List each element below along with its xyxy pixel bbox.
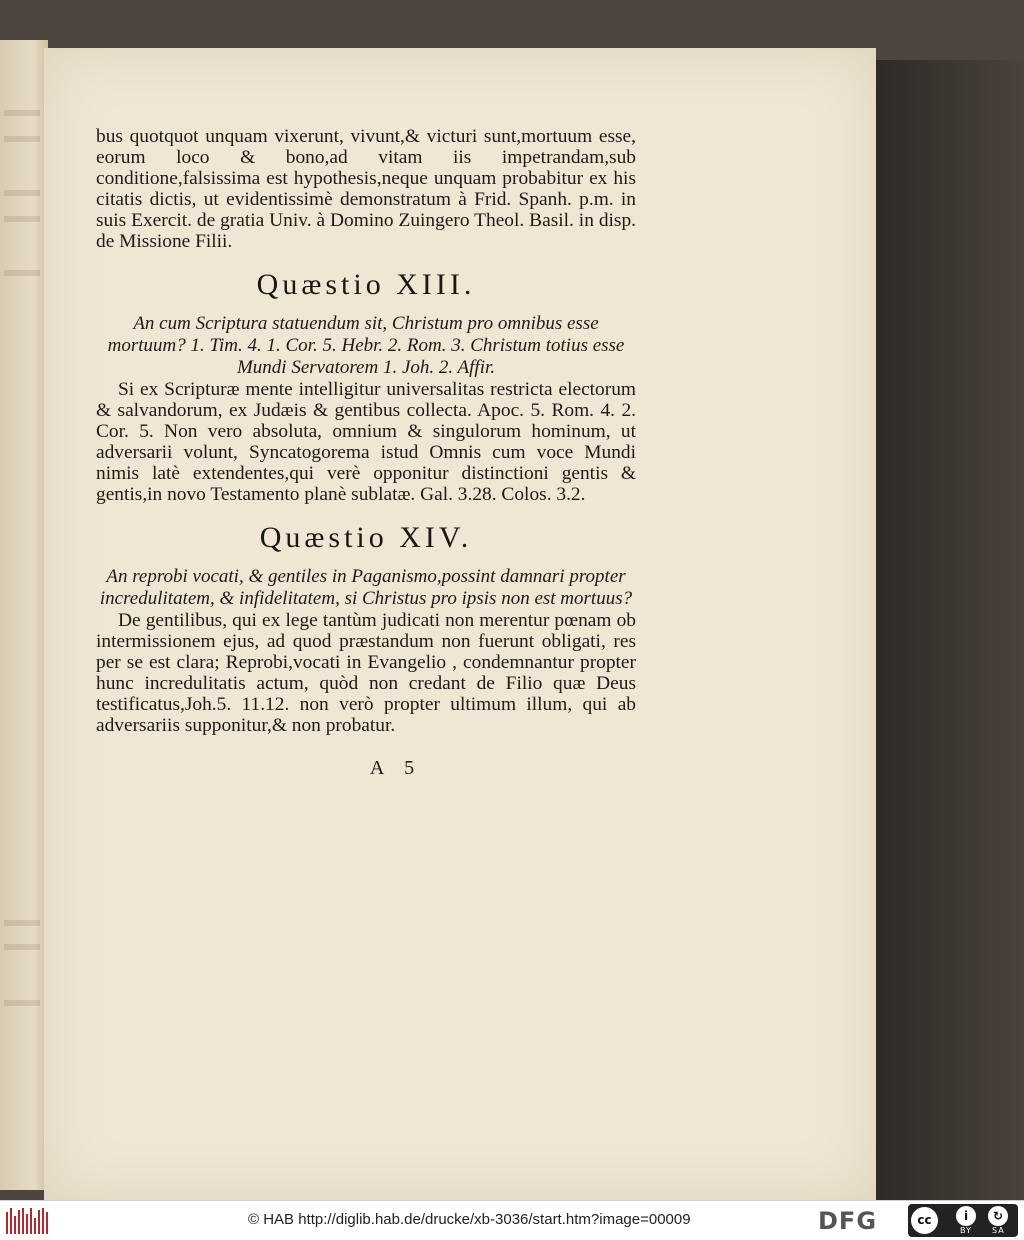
cc-by-label: BY [960,1226,972,1235]
question-14: An reprobi vocati, & gentiles in Paganismo,possint damnari propter incredulitatem, & infidelitatem, si Christus pro ipsis non est mortuus? [99,566,633,609]
dfg-logo-icon[interactable]: DFG [818,1207,878,1235]
cc-circle-icon: cc [911,1207,938,1234]
copyright-link[interactable]: © HAB http://diglib.hab.de/drucke/xb-3036/start.htm?image=00009 [248,1211,691,1228]
paragraph-3: De gentilibus, qui ex lege tantùm judicati non merentur pœnam ob intermissionem ejus, ad quod præstandum non fuerunt obligati, res per se est clara; Reprobi,vocati in Evangelio , condemnantur propter hunc incredulitatis actum, quòd non credant de Filio quæ Deus testificatus,Joh.5. 11.12. non verò propter ultimum illum, qui ab adversariis supponitur,& non probatur. [96,610,636,736]
viewer-footer [0,1200,1024,1240]
cc-sa-label: SA [992,1226,1005,1235]
cc-sa-icon: ↻ [988,1206,1008,1226]
cc-license-icon[interactable] [908,1204,1018,1237]
paragraph-2: Si ex Scripturæ mente intelligitur universalitas restricta electorum & salvandorum, ex Judæis & gentibus collecta. Apoc. 5. Rom. 4. 2. Cor. 5. Non vero absoluta, omnium & singulorum hominum, ut adversarii volunt, Syncatogorema istud Omnis cum voce Mundi nimis latè extendentes,qui verè opponitur distinctioni gentis & gentis,in novo Testamento planè sublatæ. Gal. 3.28. Colos. 3.2. [96,379,636,505]
paragraph-1: bus quotquot unquam vixerunt, vivunt,& victuri sunt,mortuum esse, eorum loco & bono,ad vitam iis impetrandam,sub conditione,falsissima est hypothesis,neque unquam probabitur ex his citatis dictis, ut evidentissimè demonstratum à Frid. Spanh. p.m. in suis Exercit. de gratia Univ. à Domino Zuingero Theol. Basil. in disp. de Missione Filii. [96,126,636,252]
page-text [96,126,636,779]
heading-quaestio-14: Quæstio XIV. [259,521,473,554]
book-page [44,48,876,1200]
folio-signature: A 5 [369,757,423,779]
page-edge [876,60,1024,1200]
hab-logo-icon[interactable] [6,1208,50,1234]
cc-by-person-icon: i [956,1206,976,1226]
question-13: An cum Scriptura statuendum sit, Christum pro omnibus esse mortuum? 1. Tim. 4. 1. Cor. 5. Hebr. 2. Rom. 3. Christum totius esse Mundi Servatorem 1. Joh. 2. Affir. [107,313,625,378]
heading-quaestio-13: Quæstio XIII. [256,268,476,301]
previous-page-strip [0,40,48,1190]
